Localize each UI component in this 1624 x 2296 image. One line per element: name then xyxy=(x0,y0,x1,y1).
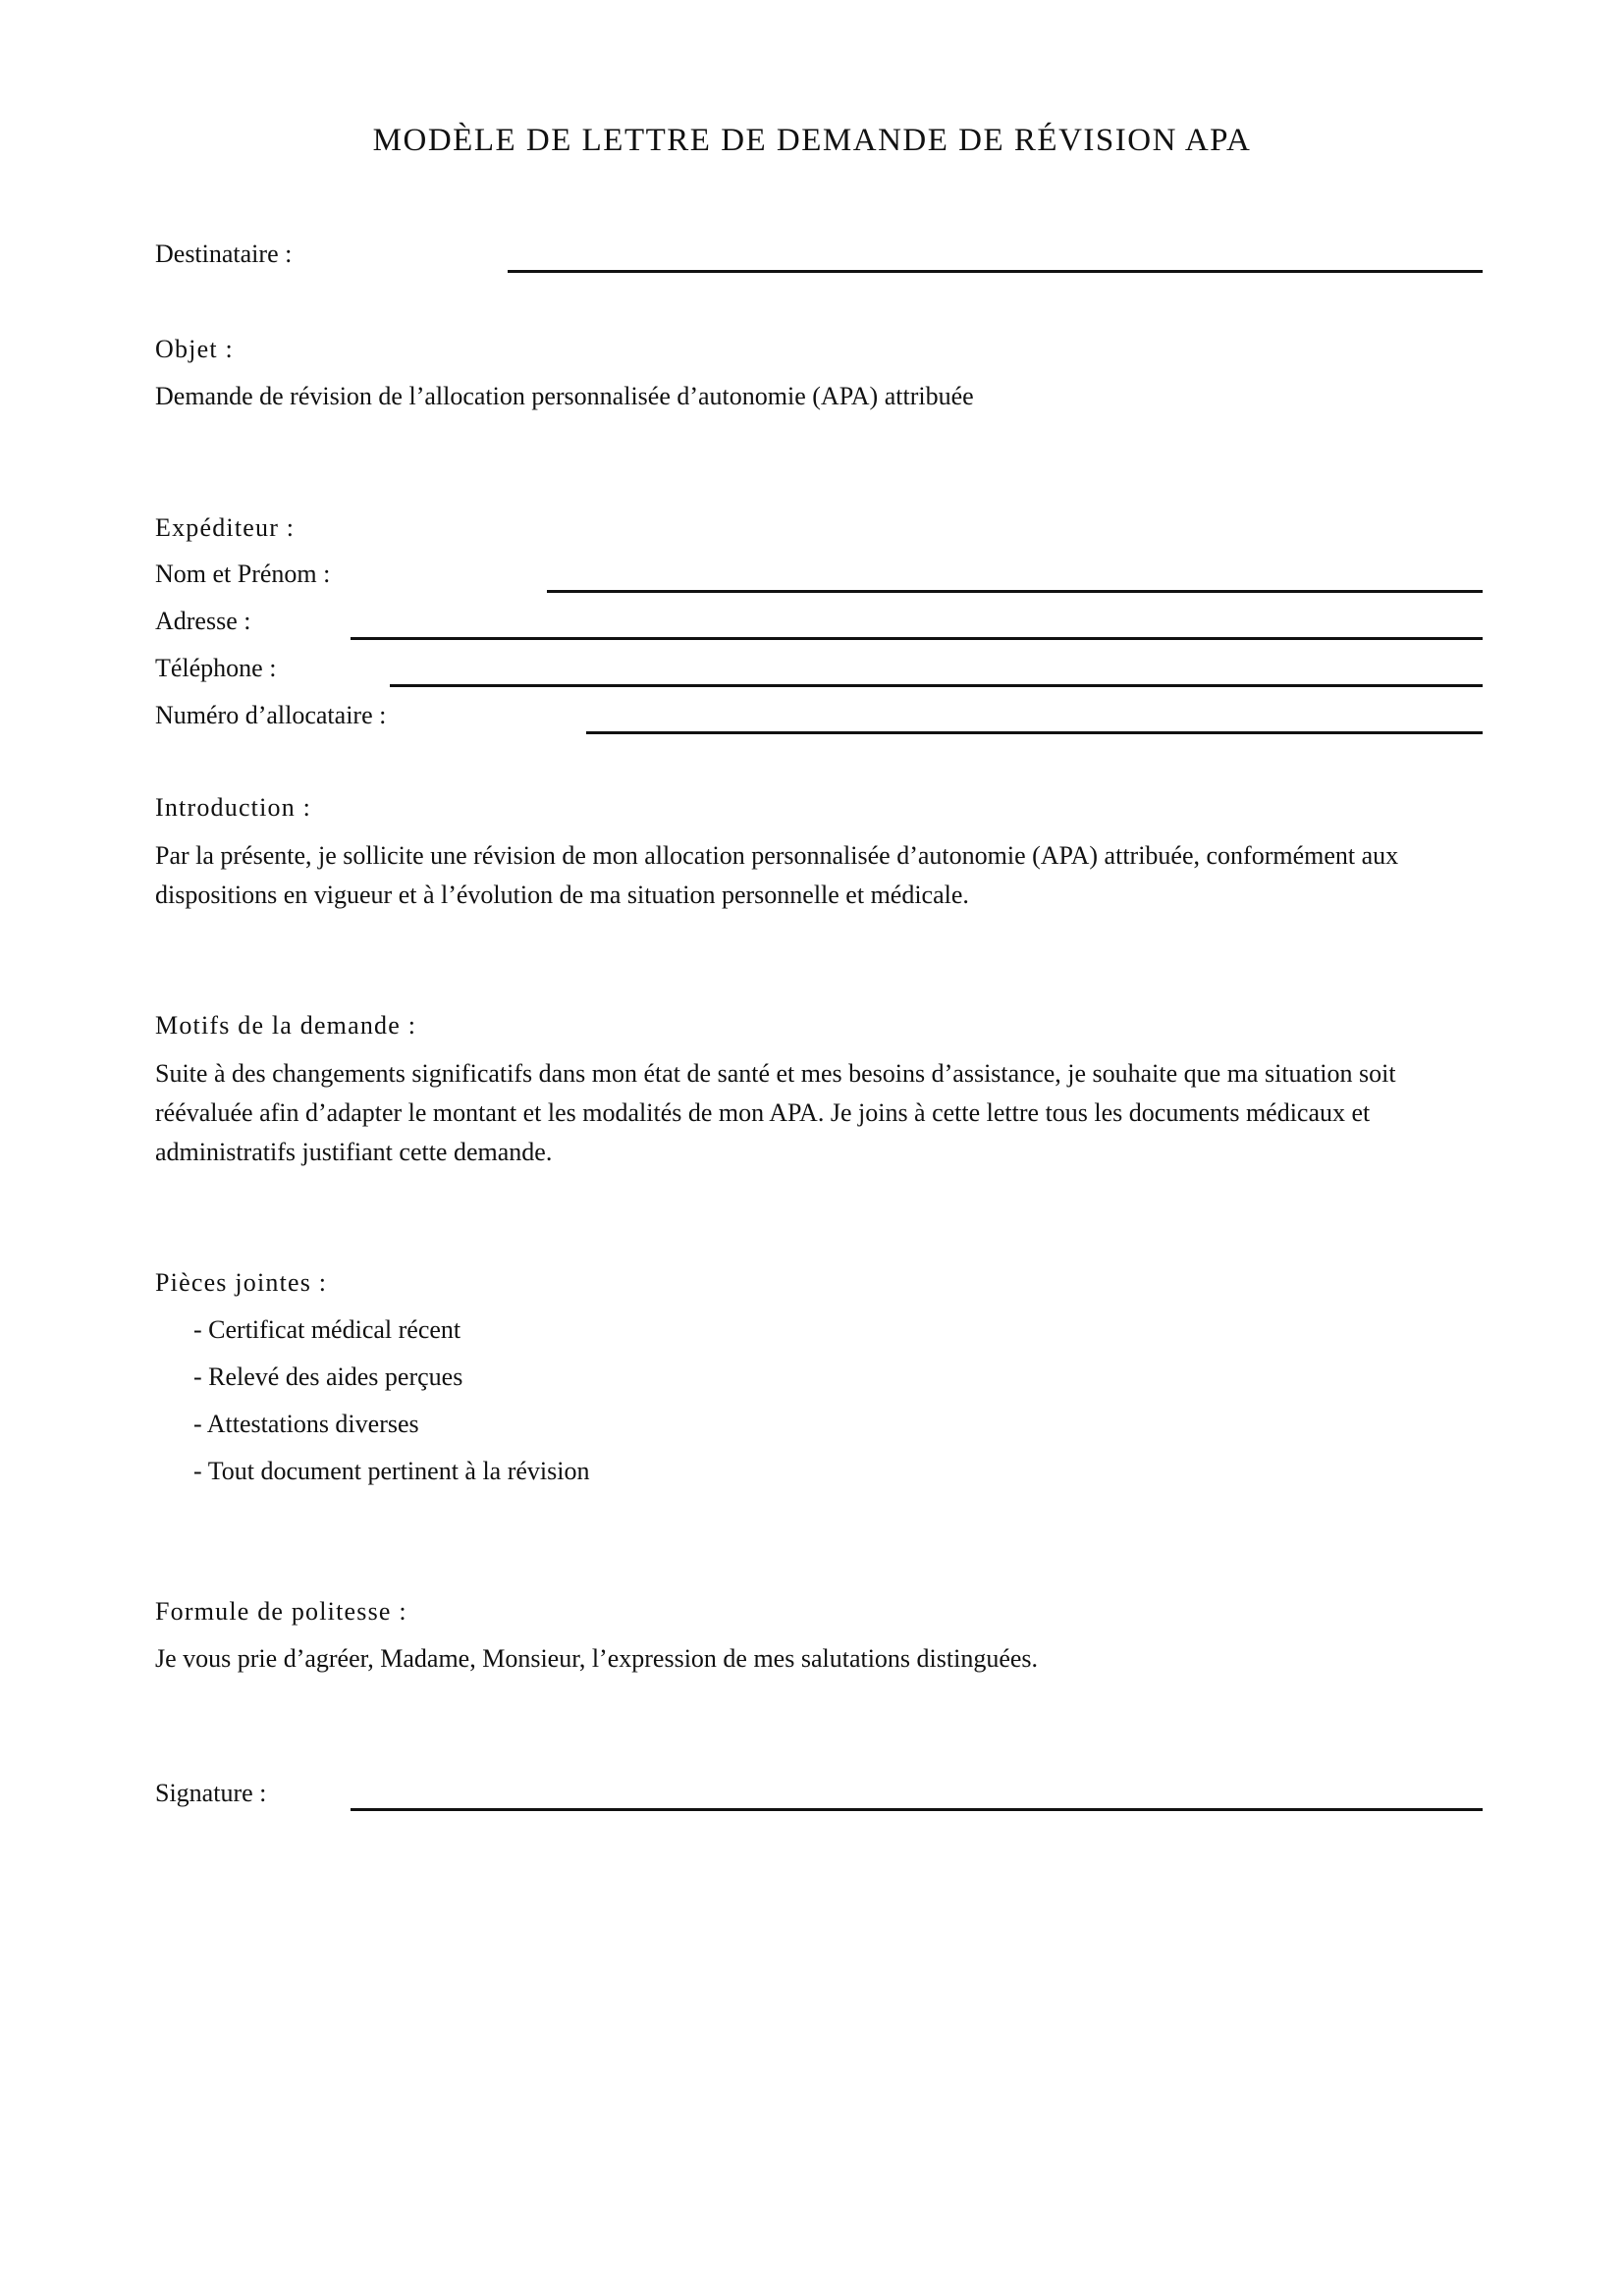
list-item: - Attestations diverses xyxy=(193,1410,419,1438)
nom-prenom-label: Nom et Prénom : xyxy=(155,560,331,588)
adresse-label: Adresse : xyxy=(155,607,251,635)
formule-text: Je vous prie d’agréer, Madame, Monsieur, l’expression de mes salutations distinguées. xyxy=(155,1644,1039,1673)
formule-label: Formule de politesse : xyxy=(155,1597,407,1626)
destinataire-field[interactable] xyxy=(508,270,1483,273)
signature-field[interactable] xyxy=(351,1808,1483,1811)
adresse-field[interactable] xyxy=(351,637,1483,640)
document-title: MODÈLE DE LETTRE DE DEMANDE DE RÉVISION APA xyxy=(372,123,1252,158)
introduction-text: Par la présente, je sollicite une révision de mon allocation personnalisée d’autonomie (APA) attribuée, conformément aux dispositions en vigueur et à l’évolution de ma situation personnelle et médicale. xyxy=(155,841,1399,909)
numero-allocataire-field[interactable] xyxy=(586,731,1483,734)
list-item: - Relevé des aides perçues xyxy=(193,1362,463,1391)
expediteur-label: Expéditeur : xyxy=(155,513,296,542)
motifs-text: Suite à des changements significatifs dans mon état de santé et mes besoins d’assistance, je souhaite que ma situation soit réévaluée afin d’adapter le montant et les modalités de mon APA. Je joins à cette lettre tous les documents médicaux et administratifs justifiant cette demande. xyxy=(155,1059,1396,1166)
signature-label: Signature : xyxy=(155,1779,267,1807)
list-item: - Tout document pertinent à la révision xyxy=(193,1457,590,1485)
nom-prenom-field[interactable] xyxy=(547,590,1483,593)
numero-allocataire-label: Numéro d’allocataire : xyxy=(155,701,387,729)
introduction-label: Introduction : xyxy=(155,793,312,822)
telephone-field[interactable] xyxy=(390,684,1483,687)
motifs-label: Motifs de la demande : xyxy=(155,1011,417,1040)
list-item: - Certificat médical récent xyxy=(193,1315,461,1344)
destinataire-label: Destinataire : xyxy=(155,240,293,268)
objet-label: Objet : xyxy=(155,335,234,363)
telephone-label: Téléphone : xyxy=(155,654,277,682)
objet-text: Demande de révision de l’allocation personnalisée d’autonomie (APA) attribuée xyxy=(155,382,974,410)
pieces-jointes-label: Pièces jointes : xyxy=(155,1268,328,1297)
